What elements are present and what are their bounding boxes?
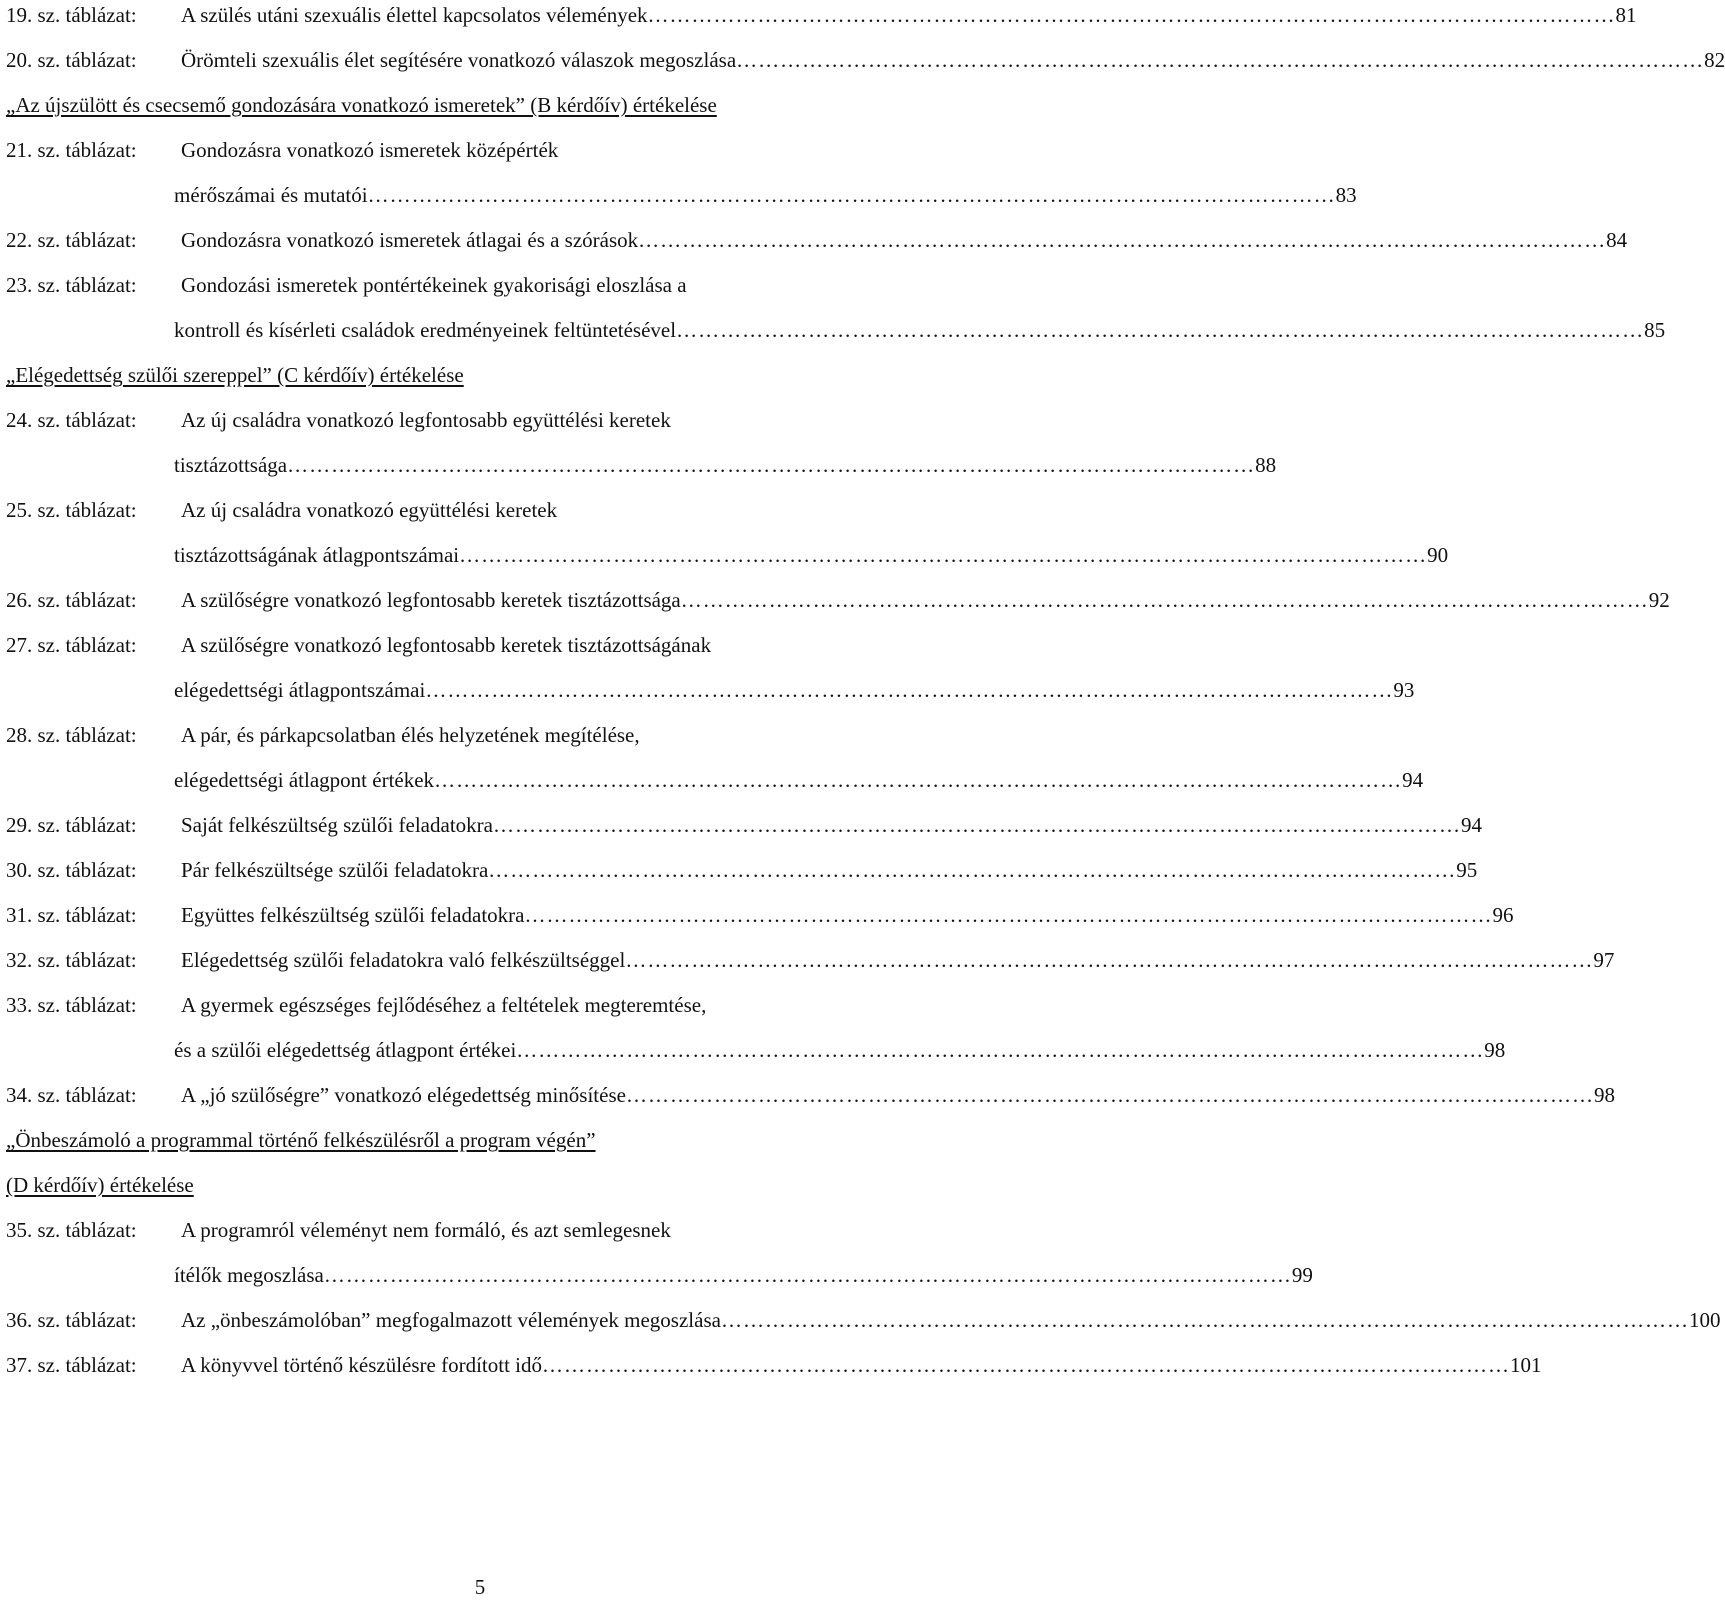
toc-entry bbox=[6, 0, 1637, 30]
table-number: 35. sz. táblázat: bbox=[6, 1218, 137, 1242]
section-title: „Elégedettség szülői szereppel” (C kérdőív) értékelése bbox=[6, 363, 464, 387]
table-number: 30. sz. táblázat: bbox=[6, 858, 137, 882]
dot-leader: …………………………………………………………………………………………………………………… bbox=[524, 903, 1493, 927]
entry-title: A szülőségre vonatkozó legfontosabb keretek tisztázottságának bbox=[181, 633, 712, 657]
toc-entry bbox=[6, 630, 952, 660]
toc-entry bbox=[6, 855, 1478, 885]
entry-title: A könyvvel történő készülésre fordított idő bbox=[181, 1353, 543, 1377]
page-ref: 94 bbox=[1460, 813, 1482, 837]
page-ref: 88 bbox=[1255, 453, 1277, 477]
dot-leader: …………………………………………………………………………………………………………………… bbox=[638, 228, 1607, 252]
table-number: 29. sz. táblázat: bbox=[6, 813, 137, 837]
toc-entry-continuation bbox=[174, 180, 1357, 210]
section-heading bbox=[6, 90, 952, 120]
dot-leader: …………………………………………………………………………………………………………………… bbox=[287, 453, 1256, 477]
dot-leader: …………………………………………………………………………………………………………………… bbox=[720, 1308, 1689, 1332]
dot-leader: …………………………………………………………………………………………………………………… bbox=[492, 813, 1461, 837]
dot-leader: …………………………………………………………………………………………………………………… bbox=[625, 948, 1594, 972]
table-number: 20. sz. táblázat: bbox=[6, 48, 137, 72]
dot-leader: …………………………………………………………………………………………………………………… bbox=[367, 183, 1336, 207]
entry-title: A „jó szülőségre” vonatkozó elégedettség minősítése bbox=[181, 1083, 626, 1107]
table-number: 33. sz. táblázat: bbox=[6, 993, 137, 1017]
toc-entry bbox=[6, 1305, 1721, 1335]
toc-entry-continuation bbox=[174, 765, 1424, 795]
page-ref: 101 bbox=[1510, 1353, 1542, 1377]
entry-title-cont: ítélők megoszlása bbox=[174, 1263, 324, 1287]
table-number: 27. sz. táblázat: bbox=[6, 633, 137, 657]
page-ref: 98 bbox=[1593, 1083, 1615, 1107]
page-ref: 84 bbox=[1606, 228, 1628, 252]
table-number: 24. sz. táblázat: bbox=[6, 408, 137, 432]
toc-entry bbox=[6, 1080, 1615, 1110]
table-number: 23. sz. táblázat: bbox=[6, 273, 137, 297]
table-number: 32. sz. táblázat: bbox=[6, 948, 137, 972]
section-heading bbox=[6, 360, 952, 390]
entry-title: A szülés utáni szexuális élettel kapcsolatos vélemények bbox=[181, 3, 648, 27]
entry-title: Gondozásra vonatkozó ismeretek átlagai és a szórások bbox=[181, 228, 639, 252]
entry-title: A gyermek egészséges fejlődéséhez a feltételek megteremtése, bbox=[181, 993, 707, 1017]
entry-title-cont: kontroll és kísérleti családok eredményeinek feltüntetésével bbox=[174, 318, 677, 342]
page-ref: 93 bbox=[1393, 678, 1415, 702]
page-ref: 81 bbox=[1615, 3, 1637, 27]
entry-title: A pár, és párkapcsolatban élés helyzetének megítélése, bbox=[181, 723, 640, 747]
dot-leader: …………………………………………………………………………………………………………………… bbox=[434, 768, 1403, 792]
toc-entry-continuation bbox=[174, 675, 1415, 705]
table-number: 34. sz. táblázat: bbox=[6, 1083, 137, 1107]
table-number: 28. sz. táblázat: bbox=[6, 723, 137, 747]
entry-title-cont: elégedettségi átlagpont értékek bbox=[174, 768, 435, 792]
dot-leader: …………………………………………………………………………………………………………………… bbox=[488, 858, 1457, 882]
dot-leader: …………………………………………………………………………………………………………………… bbox=[625, 1083, 1594, 1107]
entry-title-cont: tisztázottságának átlagpontszámai bbox=[174, 543, 460, 567]
page-ref: 82 bbox=[1704, 48, 1725, 72]
entry-title: Az új családra vonatkozó legfontosabb együttélési keretek bbox=[181, 408, 671, 432]
dot-leader: …………………………………………………………………………………………………………………… bbox=[680, 588, 1649, 612]
table-number: 37. sz. táblázat: bbox=[6, 1353, 137, 1377]
table-number: 25. sz. táblázat: bbox=[6, 498, 137, 522]
entry-title: Pár felkészültsége szülői feladatokra bbox=[181, 858, 489, 882]
dot-leader: …………………………………………………………………………………………………………………… bbox=[736, 48, 1705, 72]
toc-entry-continuation bbox=[174, 315, 1666, 345]
page-ref: 94 bbox=[1402, 768, 1424, 792]
table-number: 31. sz. táblázat: bbox=[6, 903, 137, 927]
dot-leader: …………………………………………………………………………………………………………………… bbox=[425, 678, 1394, 702]
dot-leader: …………………………………………………………………………………………………………………… bbox=[542, 1353, 1511, 1377]
entry-title-cont: mérőszámai és mutatói bbox=[174, 183, 368, 207]
page-ref: 99 bbox=[1291, 1263, 1313, 1287]
page-ref: 98 bbox=[1484, 1038, 1506, 1062]
table-number: 19. sz. táblázat: bbox=[6, 3, 137, 27]
toc-entry bbox=[6, 1350, 1542, 1380]
toc-entry-continuation bbox=[174, 1035, 1506, 1065]
toc-entry bbox=[6, 135, 952, 165]
page-ref: 92 bbox=[1648, 588, 1670, 612]
page-number: 5 bbox=[474, 1575, 486, 1599]
entry-title: Elégedettség szülői feladatokra való felkészültséggel bbox=[181, 948, 626, 972]
page-ref: 90 bbox=[1427, 543, 1449, 567]
entry-title-cont: és a szülői elégedettség átlagpont értékei bbox=[174, 1038, 517, 1062]
table-number: 36. sz. táblázat: bbox=[6, 1308, 137, 1332]
section-title: (D kérdőív) értékelése bbox=[6, 1173, 194, 1197]
section-title: „Az újszülött és csecsemő gondozására vonatkozó ismeretek” (B kérdőív) értékelése bbox=[6, 93, 717, 117]
dot-leader: …………………………………………………………………………………………………………………… bbox=[323, 1263, 1292, 1287]
section-heading bbox=[6, 1125, 952, 1155]
entry-title: Együttes felkészültség szülői feladatokra bbox=[181, 903, 525, 927]
toc-entry bbox=[6, 990, 952, 1020]
entry-title: Gondozási ismeretek pontértékeinek gyakorisági eloszlása a bbox=[181, 273, 687, 297]
entry-title: Örömteli szexuális élet segítésére vonatkozó válaszok megoszlása bbox=[181, 48, 737, 72]
dot-leader: …………………………………………………………………………………………………………………… bbox=[516, 1038, 1485, 1062]
toc-entry bbox=[6, 495, 952, 525]
entry-title: A szülőségre vonatkozó legfontosabb keretek tisztázottsága bbox=[181, 588, 681, 612]
page-ref: 100 bbox=[1688, 1308, 1721, 1332]
page-ref: 83 bbox=[1335, 183, 1357, 207]
entry-title-cont: tisztázottsága bbox=[174, 453, 288, 477]
dot-leader: …………………………………………………………………………………………………………………… bbox=[647, 3, 1616, 27]
toc-entry bbox=[6, 720, 952, 750]
toc-entry-continuation bbox=[174, 540, 1449, 570]
page-ref: 96 bbox=[1492, 903, 1514, 927]
entry-title: A programról véleményt nem formáló, és azt semlegesnek bbox=[181, 1218, 671, 1242]
entry-title-cont: elégedettségi átlagpontszámai bbox=[174, 678, 426, 702]
page-ref: 85 bbox=[1644, 318, 1666, 342]
entry-title: Saját felkészültség szülői feladatokra bbox=[181, 813, 493, 837]
toc-entry bbox=[6, 945, 1615, 975]
toc-entry bbox=[6, 900, 1514, 930]
table-number: 26. sz. táblázat: bbox=[6, 588, 137, 612]
toc-entry bbox=[6, 810, 1482, 840]
section-title: „Önbeszámoló a programmal történő felkészülésről a program végén” bbox=[6, 1128, 596, 1152]
dot-leader: …………………………………………………………………………………………………………………… bbox=[459, 543, 1428, 567]
toc-entry-continuation bbox=[174, 450, 1277, 480]
dot-leader: …………………………………………………………………………………………………………………… bbox=[676, 318, 1645, 342]
entry-title: Az új családra vonatkozó együttélési keretek bbox=[181, 498, 558, 522]
table-number: 21. sz. táblázat: bbox=[6, 138, 137, 162]
entry-title: Az „önbeszámolóban” megfogalmazott vélemények megoszlása bbox=[181, 1308, 721, 1332]
toc-entry bbox=[6, 585, 1670, 615]
table-number: 22. sz. táblázat: bbox=[6, 228, 137, 252]
entry-title: Gondozásra vonatkozó ismeretek középérték bbox=[181, 138, 559, 162]
page-ref: 97 bbox=[1593, 948, 1615, 972]
toc-entry-continuation bbox=[174, 1260, 1313, 1290]
section-heading bbox=[6, 1170, 952, 1200]
toc-entry bbox=[6, 1215, 952, 1245]
toc-entry bbox=[6, 45, 1725, 75]
toc-entry bbox=[6, 225, 1628, 255]
page-ref: 95 bbox=[1456, 858, 1478, 882]
toc-entry bbox=[6, 270, 952, 300]
toc-entry bbox=[6, 405, 952, 435]
